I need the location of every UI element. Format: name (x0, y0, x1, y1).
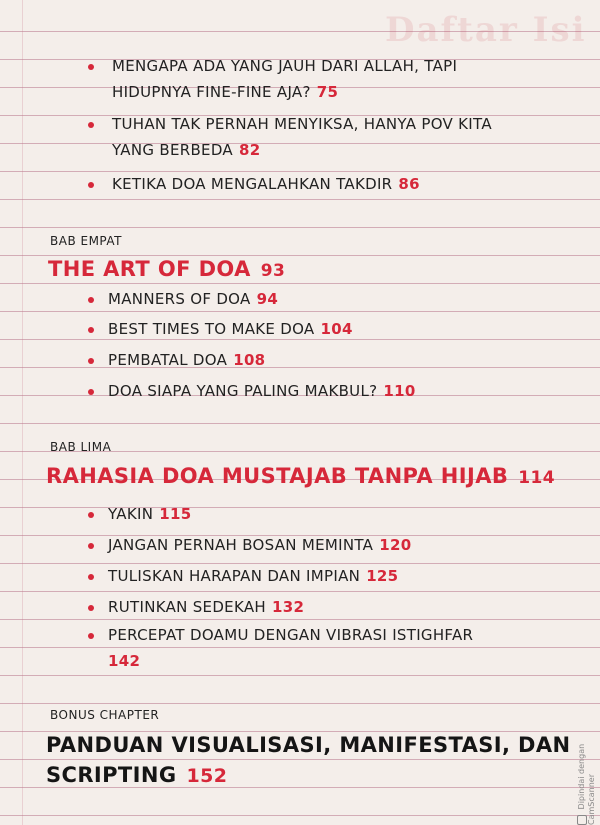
toc-entry-cont[interactable]: HIDUPNYA FINE-FINE AJA? 75 (112, 83, 339, 101)
bullet-icon (88, 182, 94, 188)
chapter-label: BONUS CHAPTER (50, 708, 160, 722)
page-number: 120 (379, 536, 412, 554)
chapter-label: BAB LIMA (50, 440, 112, 454)
toc-entry[interactable]: PERCEPAT DOAMU DENGAN VIBRASI ISTIGHFAR (108, 626, 474, 644)
page-number: 75 (316, 83, 339, 101)
margin-line (22, 0, 23, 825)
toc-entry[interactable]: PEMBATAL DOA 108 (108, 351, 266, 369)
toc-entry-cont[interactable]: YANG BERBEDA 82 (112, 141, 261, 159)
page-number: 110 (383, 382, 416, 400)
toc-entry-cont[interactable] (108, 652, 140, 670)
page-number: 114 (518, 468, 555, 488)
page-number: 125 (366, 567, 399, 585)
toc-entry[interactable]: TULISKAN HARAPAN DAN IMPIAN 125 (108, 567, 399, 585)
page-number: 93 (260, 261, 286, 281)
toc-entry[interactable]: YAKIN 115 (108, 505, 192, 523)
toc-entry[interactable]: BEST TIMES TO MAKE DOA 104 (108, 320, 353, 338)
bullet-icon (88, 389, 94, 395)
toc-entry[interactable]: DOA SIAPA YANG PALING MAKBUL? 110 (108, 382, 416, 400)
bullet-icon (88, 574, 94, 580)
chapter-title[interactable]: PANDUAN VISUALISASI, MANIFESTASI, DAN (46, 733, 571, 757)
page-number: 152 (186, 765, 228, 787)
bullet-icon (88, 605, 94, 611)
toc-entry[interactable]: TUHAN TAK PERNAH MENYIKSA, HANYA POV KITA (112, 115, 492, 133)
ghost-heading: Daftar Isi (385, 10, 587, 50)
camscanner-icon (577, 815, 587, 825)
bullet-icon (88, 512, 94, 518)
page-number: 142 (108, 652, 141, 670)
chapter-title[interactable]: THE ART OF DOA 93 (48, 257, 286, 281)
page-number: 108 (233, 351, 266, 369)
toc-entry[interactable]: KETIKA DOA MENGALAHKAN TAKDIR 86 (112, 175, 420, 193)
bullet-icon (88, 633, 94, 639)
bullet-icon (88, 358, 94, 364)
bullet-icon (88, 122, 94, 128)
bullet-icon (88, 64, 94, 70)
toc-entry[interactable]: MENGAPA ADA YANG JAUH DARI ALLAH, TAPI (112, 57, 458, 75)
page-number: 132 (271, 598, 305, 616)
page-number: 104 (320, 320, 353, 338)
toc-entry[interactable]: JANGAN PERNAH BOSAN MEMINTA 120 (108, 536, 412, 554)
bullet-icon (88, 297, 94, 303)
chapter-title-cont[interactable]: SCRIPTING 152 (46, 763, 228, 787)
page-number: 115 (159, 505, 192, 523)
scanner-watermark: Dipindai dengan CamScanner (577, 743, 596, 825)
chapter-title[interactable]: RAHASIA DOA MUSTAJAB TANPA HIJAB 114 (46, 464, 555, 488)
toc-entry[interactable]: MANNERS OF DOA 94 (108, 290, 279, 308)
page-number: 94 (256, 290, 279, 308)
bullet-icon (88, 543, 94, 549)
toc-entry[interactable]: RUTINKAN SEDEKAH 132 (108, 598, 305, 616)
page-number: 82 (238, 141, 261, 159)
bullet-icon (88, 327, 94, 333)
page-number: 86 (398, 175, 420, 193)
chapter-label: BAB EMPAT (50, 234, 122, 248)
